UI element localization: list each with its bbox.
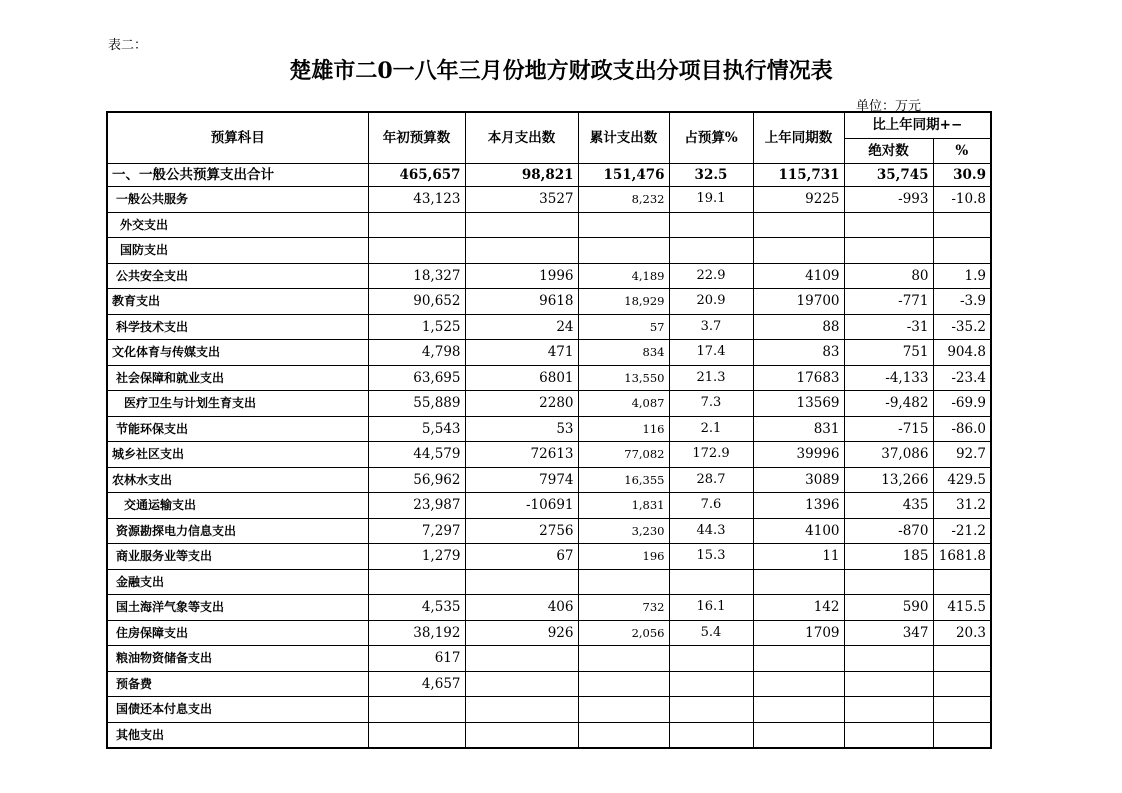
cell-annual-budget: 55,889 [368, 391, 465, 417]
header-last-year: 上年同期数 [753, 112, 844, 164]
cell-item-name: 交通运输支出 [107, 493, 368, 519]
cell-annual-budget: 43,123 [368, 187, 465, 213]
cell-cumulative: 196 [578, 544, 669, 570]
cell-pct-budget [669, 722, 753, 748]
cell-item-name: 文化体育与传媒支出 [107, 340, 368, 366]
cell-pct-budget: 16.1 [669, 595, 753, 621]
cell-annual-budget: 7,297 [368, 518, 465, 544]
cell-pct [933, 722, 991, 748]
cell-last-year [753, 569, 844, 595]
cell-pct-budget: 44.3 [669, 518, 753, 544]
cell-item-name: 农林水支出 [107, 467, 368, 493]
cell-item-name: 国土海洋气象等支出 [107, 595, 368, 621]
table-row-total [107, 164, 991, 187]
cell-abs [844, 671, 933, 697]
cell-pct-budget: 2.1 [669, 416, 753, 442]
cell-month-spend: 98,821 [465, 164, 578, 187]
cell-last-year [753, 238, 844, 264]
cell-abs: -870 [844, 518, 933, 544]
unit-label: 单位：万元 [856, 99, 922, 114]
cell-last-year: 13569 [753, 391, 844, 417]
cell-abs: 35,745 [844, 164, 933, 187]
cell-cumulative [578, 722, 669, 748]
cell-month-spend: 1996 [465, 263, 578, 289]
cell-item-name: 医疗卫生与计划生育支出 [107, 391, 368, 417]
cell-pct-budget: 7.6 [669, 493, 753, 519]
cell-month-spend: -10691 [465, 493, 578, 519]
cell-last-year: 11 [753, 544, 844, 570]
cell-month-spend: 6801 [465, 365, 578, 391]
cell-month-spend [465, 238, 578, 264]
cell-last-year: 1709 [753, 620, 844, 646]
cell-last-year [753, 212, 844, 238]
table-row [107, 493, 991, 519]
cell-pct: -23.4 [933, 365, 991, 391]
cell-item-name: 住房保障支出 [107, 620, 368, 646]
cell-month-spend [465, 646, 578, 672]
cell-month-spend: 471 [465, 340, 578, 366]
cell-last-year: 831 [753, 416, 844, 442]
document-title: 楚雄市二0一八年三月份地方财政支出分项目执行情况表 [289, 58, 833, 84]
cell-pct: -35.2 [933, 314, 991, 340]
cell-pct-budget: 17.4 [669, 340, 753, 366]
cell-pct-budget: 172.9 [669, 442, 753, 468]
cell-cumulative: 57 [578, 314, 669, 340]
cell-pct: 429.5 [933, 467, 991, 493]
cell-cumulative [578, 212, 669, 238]
cell-abs: -715 [844, 416, 933, 442]
table-row [107, 416, 991, 442]
cell-pct [933, 569, 991, 595]
cell-pct-budget [669, 697, 753, 723]
cell-month-spend: 7974 [465, 467, 578, 493]
cell-annual-budget: 617 [368, 646, 465, 672]
cell-annual-budget [368, 722, 465, 748]
cell-annual-budget: 38,192 [368, 620, 465, 646]
cell-item-name: 国防支出 [107, 238, 368, 264]
cell-pct-budget [669, 212, 753, 238]
table-row [107, 671, 991, 697]
cell-cumulative [578, 238, 669, 264]
cell-cumulative: 3,230 [578, 518, 669, 544]
header-pct: % [933, 138, 991, 164]
cell-cumulative: 1,831 [578, 493, 669, 519]
cell-item-name: 节能环保支出 [107, 416, 368, 442]
cell-annual-budget: 4,657 [368, 671, 465, 697]
cell-cumulative: 4,189 [578, 263, 669, 289]
cell-pct: -10.8 [933, 187, 991, 213]
cell-cumulative: 18,929 [578, 289, 669, 315]
cell-last-year [753, 671, 844, 697]
cell-month-spend [465, 569, 578, 595]
table-number-label: 表二： [108, 38, 148, 53]
table-row [107, 314, 991, 340]
cell-annual-budget: 90,652 [368, 289, 465, 315]
cell-annual-budget: 23,987 [368, 493, 465, 519]
cell-abs [844, 646, 933, 672]
cell-month-spend: 24 [465, 314, 578, 340]
cell-abs [844, 569, 933, 595]
header-annual-budget: 年初预算数 [368, 112, 465, 164]
cell-last-year: 3089 [753, 467, 844, 493]
cell-pct [933, 238, 991, 264]
cell-annual-budget [368, 238, 465, 264]
cell-month-spend: 3527 [465, 187, 578, 213]
table-row [107, 646, 991, 672]
table-row [107, 620, 991, 646]
cell-last-year: 83 [753, 340, 844, 366]
cell-cumulative: 16,355 [578, 467, 669, 493]
cell-item-name: 科学技术支出 [107, 314, 368, 340]
cell-abs: 185 [844, 544, 933, 570]
cell-item-name: 粮油物资储备支出 [107, 646, 368, 672]
cell-abs [844, 697, 933, 723]
cell-abs: 347 [844, 620, 933, 646]
table-row [107, 518, 991, 544]
cell-last-year: 4109 [753, 263, 844, 289]
cell-pct: 904.8 [933, 340, 991, 366]
cell-abs [844, 238, 933, 264]
table-row [107, 340, 991, 366]
cell-annual-budget: 465,657 [368, 164, 465, 187]
table-row [107, 263, 991, 289]
cell-last-year: 88 [753, 314, 844, 340]
cell-annual-budget: 63,695 [368, 365, 465, 391]
cell-month-spend: 53 [465, 416, 578, 442]
cell-pct: -3.9 [933, 289, 991, 315]
cell-month-spend [465, 697, 578, 723]
cell-pct-budget: 28.7 [669, 467, 753, 493]
header-month-spend: 本月支出数 [465, 112, 578, 164]
header-abs: 绝对数 [844, 138, 933, 164]
cell-abs: -993 [844, 187, 933, 213]
cell-pct [933, 646, 991, 672]
cell-pct [933, 697, 991, 723]
cell-pct [933, 671, 991, 697]
cell-abs: 80 [844, 263, 933, 289]
cell-annual-budget: 1,525 [368, 314, 465, 340]
table-row [107, 442, 991, 468]
cell-pct-budget: 7.3 [669, 391, 753, 417]
cell-last-year: 142 [753, 595, 844, 621]
cell-pct: -21.2 [933, 518, 991, 544]
cell-item-name: 城乡社区支出 [107, 442, 368, 468]
cell-annual-budget [368, 697, 465, 723]
cell-annual-budget: 5,543 [368, 416, 465, 442]
cell-pct-budget [669, 646, 753, 672]
cell-abs: -9,482 [844, 391, 933, 417]
header-cumulative: 累计支出数 [578, 112, 669, 164]
cell-item-name: 教育支出 [107, 289, 368, 315]
cell-pct-budget: 20.9 [669, 289, 753, 315]
cell-last-year: 4100 [753, 518, 844, 544]
cell-cumulative: 2,056 [578, 620, 669, 646]
cell-month-spend: 406 [465, 595, 578, 621]
cell-pct-budget: 22.9 [669, 263, 753, 289]
cell-pct-budget [669, 238, 753, 264]
table-row [107, 238, 991, 264]
table-row [107, 569, 991, 595]
cell-month-spend: 9618 [465, 289, 578, 315]
header-yoy-group: 比上年同期+− [844, 112, 991, 138]
cell-pct-budget: 5.4 [669, 620, 753, 646]
cell-annual-budget [368, 212, 465, 238]
cell-annual-budget: 18,327 [368, 263, 465, 289]
cell-abs: 590 [844, 595, 933, 621]
cell-annual-budget: 44,579 [368, 442, 465, 468]
cell-pct-budget: 15.3 [669, 544, 753, 570]
table-row [107, 544, 991, 570]
cell-pct: 30.9 [933, 164, 991, 187]
cell-last-year: 19700 [753, 289, 844, 315]
cell-item-name: 国债还本付息支出 [107, 697, 368, 723]
cell-item-name: 金融支出 [107, 569, 368, 595]
cell-cumulative: 834 [578, 340, 669, 366]
cell-abs: -31 [844, 314, 933, 340]
cell-month-spend: 67 [465, 544, 578, 570]
cell-month-spend [465, 722, 578, 748]
cell-last-year: 115,731 [753, 164, 844, 187]
table-row [107, 722, 991, 748]
table-row [107, 391, 991, 417]
cell-month-spend: 926 [465, 620, 578, 646]
cell-item-name: 一、一般公共预算支出合计 [107, 164, 368, 187]
cell-item-name: 资源勘探电力信息支出 [107, 518, 368, 544]
cell-abs [844, 722, 933, 748]
cell-pct: 92.7 [933, 442, 991, 468]
cell-month-spend [465, 212, 578, 238]
cell-last-year [753, 646, 844, 672]
cell-pct-budget: 21.3 [669, 365, 753, 391]
table-row [107, 212, 991, 238]
cell-annual-budget: 4,798 [368, 340, 465, 366]
cell-pct: 1681.8 [933, 544, 991, 570]
cell-cumulative [578, 569, 669, 595]
cell-last-year [753, 697, 844, 723]
cell-month-spend: 72613 [465, 442, 578, 468]
cell-pct [933, 212, 991, 238]
cell-cumulative [578, 671, 669, 697]
cell-cumulative [578, 646, 669, 672]
cell-annual-budget [368, 569, 465, 595]
cell-pct-budget [669, 671, 753, 697]
cell-pct-budget: 3.7 [669, 314, 753, 340]
cell-item-name: 一般公共服务 [107, 187, 368, 213]
cell-item-name: 社会保障和就业支出 [107, 365, 368, 391]
cell-cumulative: 732 [578, 595, 669, 621]
cell-item-name: 外交支出 [107, 212, 368, 238]
cell-abs: 435 [844, 493, 933, 519]
cell-last-year [753, 722, 844, 748]
cell-month-spend [465, 671, 578, 697]
table-row [107, 697, 991, 723]
cell-pct-budget: 19.1 [669, 187, 753, 213]
cell-cumulative: 151,476 [578, 164, 669, 187]
cell-cumulative: 8,232 [578, 187, 669, 213]
table-row [107, 365, 991, 391]
cell-pct: -69.9 [933, 391, 991, 417]
cell-month-spend: 2756 [465, 518, 578, 544]
cell-abs [844, 212, 933, 238]
cell-cumulative: 13,550 [578, 365, 669, 391]
table-row [107, 467, 991, 493]
header-pct-budget: 占预算% [669, 112, 753, 164]
cell-item-name: 预备费 [107, 671, 368, 697]
cell-pct: 20.3 [933, 620, 991, 646]
cell-cumulative: 4,087 [578, 391, 669, 417]
cell-annual-budget: 1,279 [368, 544, 465, 570]
cell-cumulative: 116 [578, 416, 669, 442]
cell-abs: 37,086 [844, 442, 933, 468]
cell-pct: 415.5 [933, 595, 991, 621]
cell-last-year: 1396 [753, 493, 844, 519]
header-item: 预算科目 [107, 112, 368, 164]
cell-item-name: 其他支出 [107, 722, 368, 748]
cell-last-year: 17683 [753, 365, 844, 391]
cell-abs: -4,133 [844, 365, 933, 391]
cell-abs: 13,266 [844, 467, 933, 493]
cell-annual-budget: 56,962 [368, 467, 465, 493]
table-row [107, 289, 991, 315]
cell-cumulative: 77,082 [578, 442, 669, 468]
cell-item-name: 公共安全支出 [107, 263, 368, 289]
cell-pct: 31.2 [933, 493, 991, 519]
cell-cumulative [578, 697, 669, 723]
table-row [107, 595, 991, 621]
cell-last-year: 9225 [753, 187, 844, 213]
cell-month-spend: 2280 [465, 391, 578, 417]
table-row [107, 187, 991, 213]
cell-pct-budget: 32.5 [669, 164, 753, 187]
cell-last-year: 39996 [753, 442, 844, 468]
expenditure-table [106, 111, 992, 749]
cell-abs: -771 [844, 289, 933, 315]
cell-item-name: 商业服务业等支出 [107, 544, 368, 570]
cell-pct: 1.9 [933, 263, 991, 289]
cell-abs: 751 [844, 340, 933, 366]
cell-pct-budget [669, 569, 753, 595]
cell-pct: -86.0 [933, 416, 991, 442]
cell-annual-budget: 4,535 [368, 595, 465, 621]
